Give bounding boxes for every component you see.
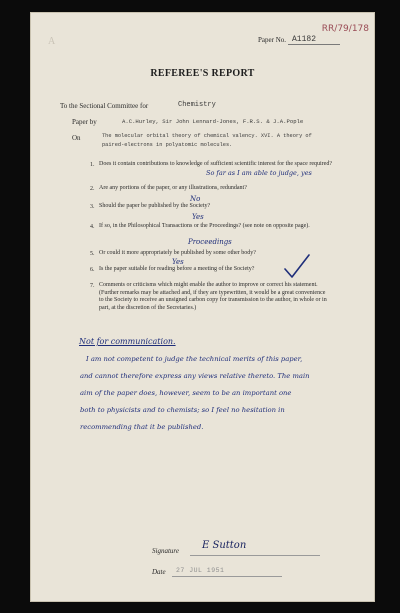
date-label: Date: [152, 568, 166, 576]
question-text: If so, in the Philosophical Transactions or the Proceedings? (see note on opposite page).: [99, 223, 310, 229]
subject-line-2: paired-electrons in polyatomic molecules.: [102, 142, 233, 148]
corner-mark: A: [48, 36, 56, 47]
question-number: 5.: [90, 251, 95, 257]
paper-by-label: Paper by: [72, 118, 97, 126]
answer-handwritten: Yes: [192, 213, 204, 221]
reference-number: RR/79/178: [321, 24, 369, 34]
question-text: Should the paper be published by the Society?: [99, 203, 211, 209]
on-label: On: [72, 134, 81, 142]
signature-value: E Sutton: [202, 540, 247, 551]
comment-line: recommending that it be published.: [80, 423, 204, 431]
date-line: [172, 576, 282, 577]
referee-report-sheet: [30, 12, 375, 602]
answer-handwritten: Yes: [172, 258, 184, 266]
question-text: Are any portions of the paper, or any illustrations, redundant?: [99, 185, 247, 191]
answer-handwritten: So far as I am able to judge, yes: [206, 169, 312, 177]
question-number: 7.: [90, 283, 95, 289]
committee-label: To the Sectional Committee for: [60, 102, 149, 110]
question-number: 4.: [90, 224, 95, 230]
signature-label: Signature: [152, 547, 179, 555]
comments-heading: Not for communication.: [79, 337, 176, 346]
question-number: 1.: [90, 162, 95, 168]
signature-line: [190, 555, 320, 556]
question-text: Is the paper suitable for reading before a meeting of the Society?: [99, 266, 255, 272]
comment-line: I am not competent to judge the technical merits of this paper,: [86, 355, 303, 363]
answer-handwritten: No: [190, 195, 201, 203]
comment-line: and cannot therefore express any views relative thereto. The main: [80, 372, 310, 380]
committee-value: Chemistry: [178, 101, 216, 109]
subject-line-1: The molecular orbital theory of chemical valency. XVI. A theory of: [102, 133, 312, 139]
paper-no-value: A1182: [292, 35, 317, 44]
paper-no-label: Paper No.: [258, 36, 286, 44]
date-stamp: 27 JUL 1951: [176, 567, 225, 574]
question-text: Or could it more appropriately be published by some other body?: [99, 250, 256, 256]
paper-no-underline: [288, 44, 340, 45]
checkmark-icon: [282, 252, 312, 282]
authors-value: A.C.Hurley, Sir John Lennard-Jones, F.R.S. & J.A.Pople: [122, 118, 304, 125]
page-title: REFEREE'S REPORT: [150, 68, 255, 79]
comment-line: aim of the paper does, however, seem to be an important one: [80, 389, 292, 397]
comment-line: both to physicists and to chemists; so I feel no hesitation in: [80, 406, 285, 414]
answer-handwritten: Proceedings: [188, 238, 232, 246]
question-number: 2.: [90, 186, 95, 192]
question-number: 6.: [90, 267, 95, 273]
question-text: Comments or criticisms which might enable the author to improve or correct his statement. (Further remarks may be attached and, if they are typewritten, it would be a great convenience to the Society to receive an unsigned carbon copy for transmission to the author, in whole or in part, at the discretion of the Secretaries.): [99, 282, 327, 311]
question-number: 3.: [90, 204, 95, 210]
question-text: Does it contain contributions to knowledge of sufficient scientific interest for the space required?: [99, 161, 332, 167]
